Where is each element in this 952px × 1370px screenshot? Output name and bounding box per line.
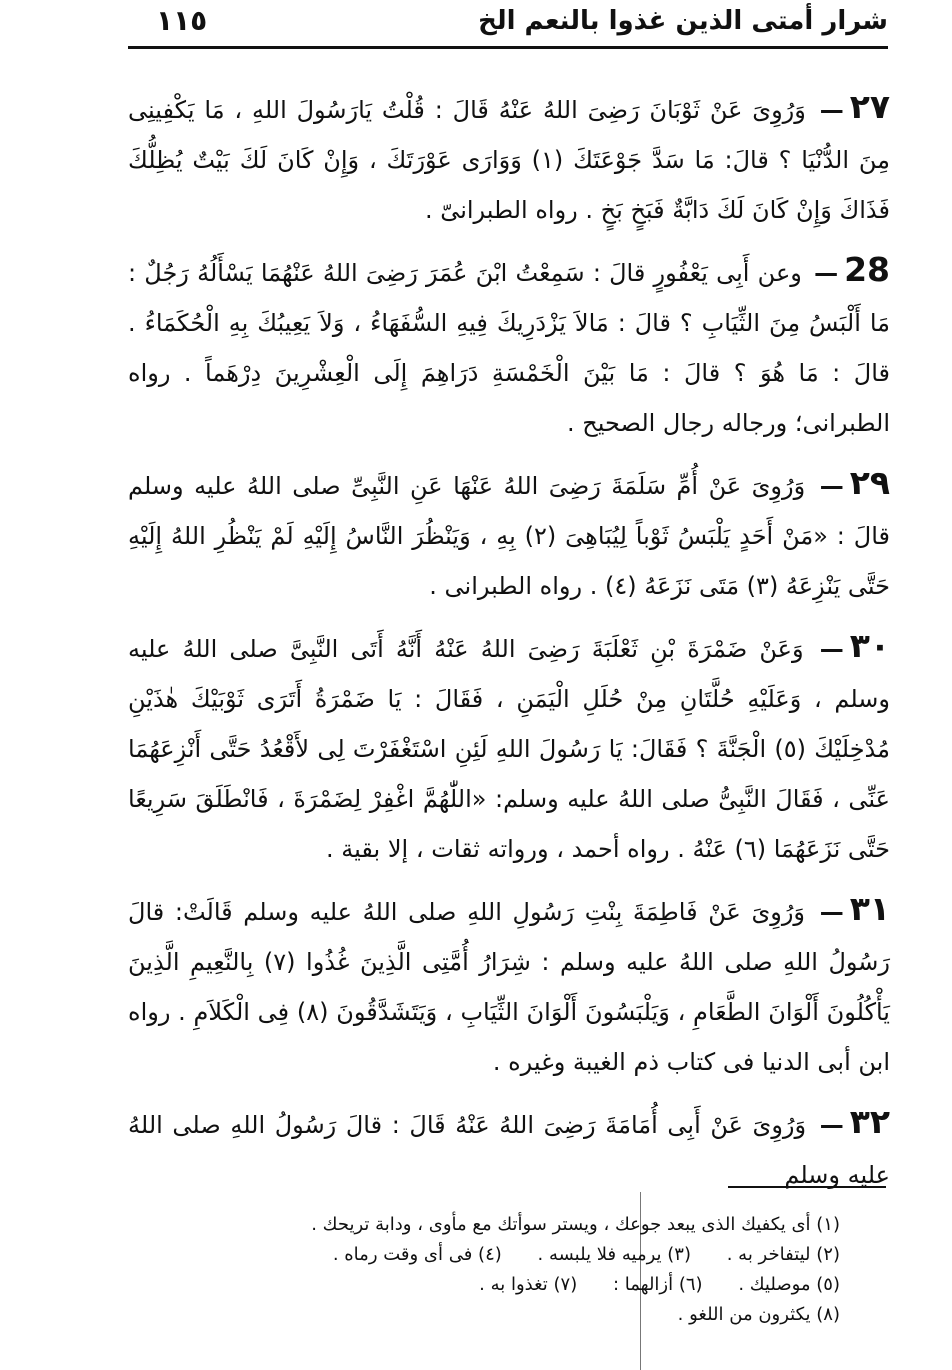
footnote-3: (٣) يرميه فلا يلبسه .: [537, 1244, 691, 1265]
hadith-text: وَرُوِىَ عَنْ فَاطِمَةَ بِنْتِ رَسُولِ اللهِ صلى اللهُ عليه وسلم قَالَتْ: قالَ رَسُولُ اللهِ صلى اللهُ عليه وسلم : شِرَارُ أُمَّتِى الَّذِينَ غُذُوا (٧) بِالنَّعِيمِ الَّذِينَ يَأْكُلُونَ أَلْوَانَ الطَّعَامِ ، وَيَلْبَسُونَ أَلْوَانَ الثِّيَابِ ، وَيَتَشَدَّقُونَ (٨) فِى الْكَلاَمِ . رواه ابن أبى الدنيا فى كتاب ذم الغيبة وغيره .: [128, 898, 890, 1076]
hadith-number: ٢٧: [849, 87, 890, 126]
hadith-number: ٣٢: [849, 1102, 890, 1141]
dash-separator: —: [819, 635, 844, 663]
footnote-line: [150, 1300, 840, 1330]
footnote-6: (٦) أزالهما :: [612, 1274, 703, 1295]
hadith-number: ٢٩: [849, 463, 890, 502]
footnote-rule: [728, 1186, 886, 1188]
footnote-8: (٨) يكثرون من اللغو .: [677, 1304, 840, 1325]
hadith-number: ٣٠: [849, 626, 890, 665]
dash-separator: —: [819, 1111, 844, 1139]
footnote-2: (٢) ليتفاخر به .: [726, 1244, 840, 1265]
footnote-1: (١) أى يكفيك الذى يبعد جوعك ، ويستر سوأتك مع مأوى ، ودابة تريحك .: [311, 1214, 840, 1235]
hadith-text: وَرُوِىَ عَنْ ثَوْبَانَ رَضِىَ اللهُ عَنْهُ قَالَ : قُلْتُ يَارَسُولَ اللهِ ، مَا يَكْفِينِى مِنَ الدُّنْيَا ؟ قالَ: مَا سَدَّ جَوْعَتَكَ (١) وَوَارَى عَوْرَتَكَ ، وَإِنْ كَانَ لَكَ بَيْتٌ يُظِلُّكَ فَذَاكَ وَإِنْ كَانَ لَكَ دَابَّةٌ فَبَخٍ بَخٍ . رواه الطبرانىّ .: [128, 96, 890, 224]
footnote-4: (٤) فى أى وقت رماه .: [332, 1244, 502, 1265]
footnote-line: [150, 1270, 840, 1300]
hadith-text: وَعَنْ ضَمْرَةَ بْنِ ثَعْلَبَةَ رَضِىَ اللهُ عَنْهُ أَنَّهُ أَتَى النَّبِىَّ صلى اللهُ عليه وسلم ، وَعَلَيْهِ حُلَّتَانِ مِنْ حُلَلِ الْيَمَنِ ، فَقَالَ : يَا ضَمْرَةُ أَتَرَى ثَوْبَيْكَ هٰذَيْنِ مُدْخِلَيْكَ (٥) الْجَنَّةَ ؟ فَقَالَ: يَا رَسُولَ اللهِ لَئِنِ اسْتَغْفَرْتَ لِى لأَقْعُدُ حَتَّى أَنْزِعَهُمَا عَنِّى ، فَقَالَ النَّبِىُّ صلى اللهُ عليه وسلم: «اللّٰهُمَّ اغْفِرْ لِضَمْرَةَ ، فَانْطَلَقَ سَرِيعًا حَتَّى نَزَعَهُمَا (٦) عَنْهُ . رواه أحمد ، ورواته ثقات ، إلا بقية .: [128, 635, 890, 863]
footnote-line: [150, 1240, 840, 1270]
hadith-30: [128, 621, 890, 874]
hadith-number: 28: [844, 250, 890, 289]
footnotes: [150, 1210, 840, 1330]
footnote-5: (٥) موصليك .: [738, 1274, 840, 1295]
dash-separator: —: [819, 898, 844, 926]
running-head: [128, 0, 888, 46]
hadith-text: وَرُوِىَ عَنْ أُمِّ سَلَمَةَ رَضِىَ اللهُ عَنْهَا عَنِ النَّبِىِّ صلى اللهُ عليه وسلم قالَ : «مَنْ أَحَدٍ يَلْبَسُ ثَوْباً لِيُبَاهِىَ (٢) بِهِ ، وَيَنْظُرَ النَّاسُ إِلَيْهِ لَمْ يَنْظُرِ اللهُ إِلَيْهِ حَتَّى يَنْزِعَهُ (٣) مَتَى نَزَعَهُ (٤) . رواه الطبرانى .: [128, 472, 890, 600]
hadith-number: ٣١: [849, 889, 890, 928]
hadith-text: وعن أَبِى يَعْفُورٍ قالَ : سَمِعْتُ ابْنَ عُمَرَ رَضِىَ اللهُ عَنْهُمَا يَسْأَلُهُ رَجُلٌ : مَا أَلْبَسُ مِنَ الثِّيَابِ ؟ قالَ : مَالاَ يَزْدَرِيكَ فِيهِ السُّفَهَاءُ ، وَلاَ يَعِيبُكَ بِهِ الْحُكَمَاءُ . قالَ : مَا هُوَ ؟ قالَ : مَا بَيْنَ الْخَمْسَةِ دَرَاهِمَ إِلَى الْعِشْرِينَ دِرْهَماً . رواه الطبرانى؛ ورجاله رجال الصحيح .: [128, 259, 890, 437]
footnote-line: [150, 1210, 840, 1240]
dash-separator: —: [819, 96, 844, 124]
hadith-29: [128, 458, 890, 611]
hadith-28: [128, 245, 890, 448]
main-text: [128, 82, 890, 1210]
hadith-31: [128, 884, 890, 1087]
dash-separator: —: [819, 472, 844, 500]
hadith-text: وَرُوِىَ عَنْ أَبِى أُمَامَةَ رَضِىَ اللهُ عَنْهُ قَالَ : قالَ رَسُولُ اللهِ صلى اللهُ عليه وسلم: [128, 1111, 890, 1189]
hadith-27: [128, 82, 890, 235]
page-number: ١١٥: [156, 4, 208, 37]
header-rule: [128, 46, 888, 49]
footnote-7: (٧) تغذوا به .: [479, 1274, 578, 1295]
running-title: شرار أمتى الذين غذوا بالنعم الخ: [478, 6, 888, 36]
hadith-32: [128, 1097, 890, 1200]
dash-separator: —: [814, 259, 839, 287]
